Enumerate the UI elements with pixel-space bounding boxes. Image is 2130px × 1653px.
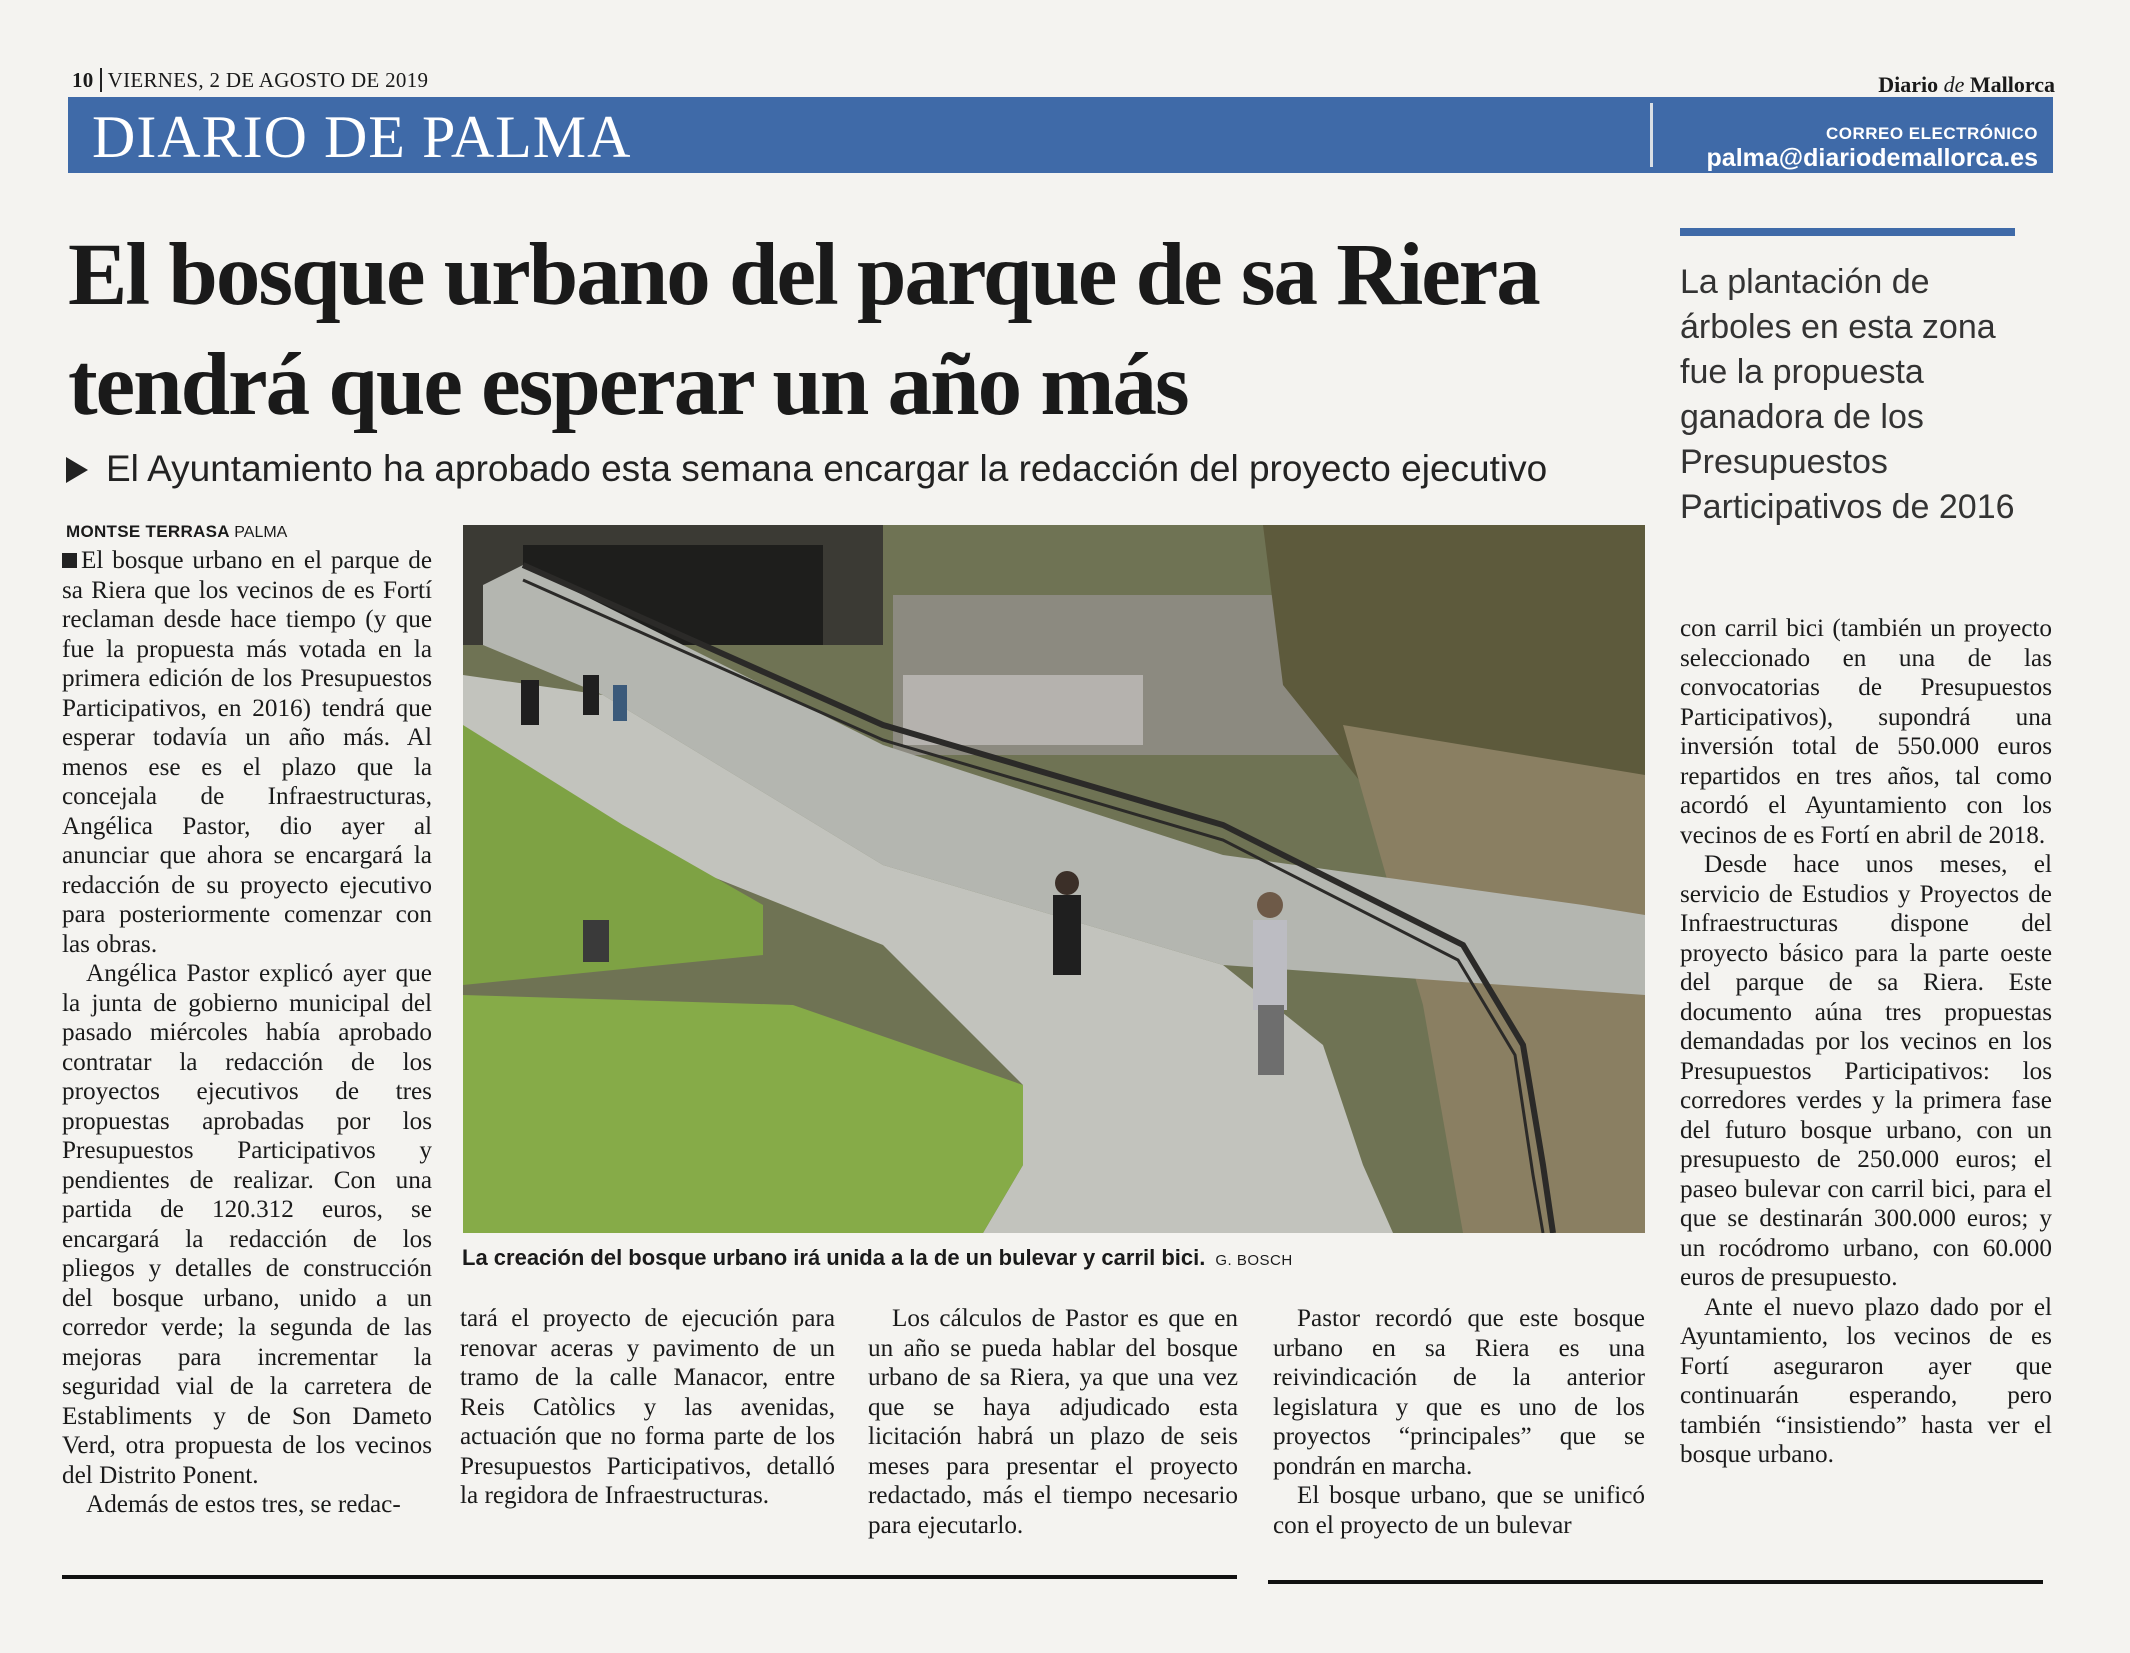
photo-credit: G. BOSCH xyxy=(1215,1252,1293,1269)
brand-suffix: Mallorca xyxy=(1969,72,2055,97)
byline xyxy=(66,522,287,542)
section-title: DIARIO DE PALMA xyxy=(92,104,632,170)
photo-caption xyxy=(462,1245,1293,1271)
paragraph: Además de estos tres, se redac- xyxy=(86,1491,401,1518)
brand-de: de xyxy=(1943,72,1965,97)
body-column-2 xyxy=(460,1304,835,1511)
email-address[interactable]: palma@diariodemallorca.es xyxy=(1706,144,2038,172)
article-photo xyxy=(463,525,1645,1233)
section-bar-divider xyxy=(1650,103,1653,167)
body-column-4 xyxy=(1273,1304,1645,1540)
paragraph: El bosque urbano, que se unificó con el proyecto de un bulevar xyxy=(1273,1482,1645,1539)
byline-place: PALMA xyxy=(234,524,288,541)
caption-text: La creación del bosque urbano irá unida a la de un bulevar y carril bici. xyxy=(462,1245,1206,1270)
park-path-illustration xyxy=(463,525,1645,1233)
body-column-3 xyxy=(868,1304,1238,1540)
square-bullet-icon xyxy=(62,553,77,568)
paragraph: tará el proyecto de ejecución para renovar aceras y pavimento de un tramo de la calle Manacor, entre Reis Catòlics y las avenidas, actuación que no forma parte de los Presupuestos Participativos, detalló la regidora de Infraestructuras. xyxy=(460,1305,835,1509)
paragraph: Desde hace unos meses, el servicio de Estudios y Proyectos de Infraestructuras dispone del proyecto básico para la parte oeste del parque de sa Riera. Este documento aúna tres propuestas demandadas por los vecinos en los Presupuestos Participativos: los corredores verdes y la primera fase del futuro bosque urbano, con un presupuesto de 250.000 euros; el paseo bulevar con carril bici, para el que se destinarán 300.000 euros; y un rocódromo urbano, con 60.000 euros de presupuesto. xyxy=(1680,851,2052,1291)
paragraph: Pastor recordó que este bosque urbano en sa Riera es una reivindicación de la anterior legislatura y que es uno de los proyectos “principales” que se pondrán en marcha. xyxy=(1273,1305,1645,1480)
paragraph: Los cálculos de Pastor es que en un año se pueda hablar del bosque urbano de sa Riera, ya que una vez que se haya adjudicado esta licitación habrá un plazo de seis meses para presentar el proyecto redactado, más el tiempo necesario para ejecutarlo. xyxy=(868,1305,1238,1539)
email-label: CORREO ELECTRÓNICO xyxy=(1825,124,2038,143)
paragraph: con carril bici (también un proyecto seleccionado en una de las convocatorias de Presupuestos Participativos), supondrá una inversión total de 550.000 euros repartidos en tres años, tal como acordó el Ayuntamiento con los vecinos de es Fortí en abril de 2018. xyxy=(1680,615,2052,849)
article-subhead xyxy=(66,448,1547,490)
byline-name: MONTSE TERRASA xyxy=(66,522,230,541)
bottom-rule-right xyxy=(1268,1580,2043,1584)
paragraph-text: El bosque urbano en el parque de sa Riera que los vecinos de es Fortí reclaman desde hace tiempo (y que fue la propuesta más votada en la primera edición de los Presupuestos Participativos, en 2016) tendrá que esperar todavía un año más. Al menos ese es el plazo que la concejala de Infraestructuras, Angélica Pastor, dio ayer al anunciar que ahora se encargará la redacción de su proyecto ejecutivo para posteriormente comenzar con las obras. xyxy=(62,547,432,958)
brand-prefix: Diario xyxy=(1878,72,1939,97)
article-deck: La plantación de árboles en esta zona fue la propuesta ganadora de los Presupuestos Participativos de 2016 xyxy=(1680,263,2015,526)
paragraph: Angélica Pastor explicó ayer que la junta de gobierno municipal del pasado miércoles había aprobado contratar la redacción de los proyectos ejecutivos de tres propuestas aprobadas por los Presupuestos Participativos y pendientes de realizar. Con una partida de 120.312 euros, se encargará la redacción de los pliegos y detalles de construcción del bosque urbano, unido a un corredor verde; la segunda de las mejoras para incrementar la seguridad vial de la carretera de Establiments y de Son Dameto Verd, otra propuesta de los vecinos del Distrito Ponent. xyxy=(62,960,432,1489)
subhead-text: El Ayuntamiento ha aprobado esta semana encargar la redacción del proyecto ejecutivo xyxy=(106,448,1548,489)
page-number: 10 xyxy=(72,68,102,92)
article-headline: El bosque urbano del parque de sa Riera tendrá que esperar un año más xyxy=(68,226,1539,434)
paragraph xyxy=(62,546,432,959)
page-folio xyxy=(72,68,428,93)
deck-box xyxy=(1680,228,2015,530)
body-column-5 xyxy=(1680,614,2052,1470)
paragraph: Ante el nuevo plazo dado por el Ayuntamiento, los vecinos de es Fortí aseguraron ayer que continuarán esperando, pero también “insistiendo” hasta ver el bosque urbano. xyxy=(1680,1293,2052,1468)
bottom-rule-left xyxy=(62,1575,1237,1579)
newspaper-brand xyxy=(1878,72,2055,98)
page-date: VIERNES, 2 DE AGOSTO DE 2019 xyxy=(107,68,429,92)
body-column-1 xyxy=(62,546,432,1520)
triangle-bullet-icon xyxy=(66,457,88,483)
